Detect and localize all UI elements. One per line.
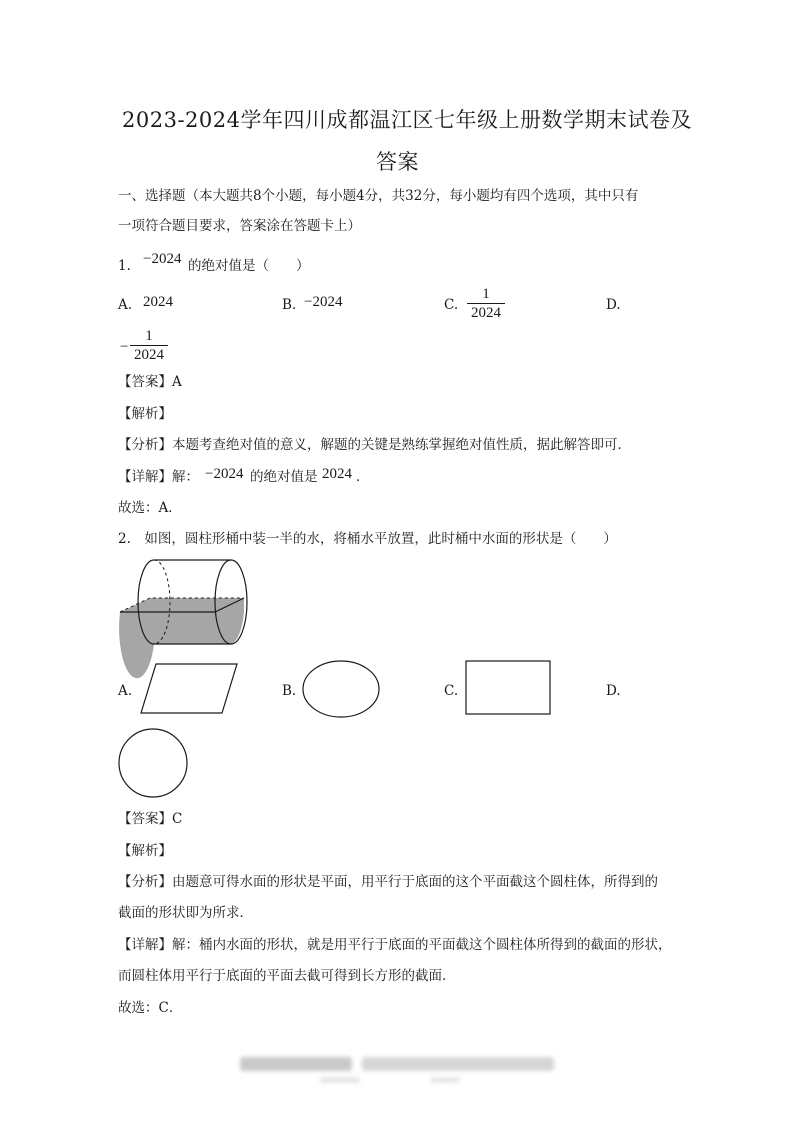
q1-option-d-numerator: 1 [145,328,153,344]
q2-analysis-line1: 【分析】由题意可得水面的形状是平面，用平行于底面的这个平面截这个圆柱体，所得到的 [118,874,658,890]
q2-question-text: 2. 如图，圆柱形桶中装一半的水，将桶水平放置，此时桶中水面的形状是（ ） [118,531,617,547]
q1-question-text: 的绝对值是（ ） [188,258,310,274]
q2-detail-line1: 【详解】解：桶内水面的形状，就是用平行于底面的平面截这个圆柱体所得到的截面的形状， [118,937,672,953]
q2-option-b-label: B. [282,683,297,699]
q1-option-a-value: 2024 [143,294,173,310]
ellipse-shape [302,660,382,720]
q2-analysis-heading: 【解析】 [118,843,172,859]
q1-detail-middle: 的绝对值是 [250,469,318,485]
circle-shape [118,728,190,800]
q2-option-c-label: C. [444,683,459,699]
q2-detail-line2: 而圆柱体用平行于底面的平面去截可得到长方形的截面． [118,968,456,984]
q1-detail-prefix: 【详解】解： [118,469,199,485]
q1-option-b-value: −2024 [304,294,343,310]
q1-detail-result: 2024 [322,466,352,482]
q1-option-d-denominator: 2024 [134,347,164,363]
section-header-line1: 一、选择题（本大题共8个小题，每小题4分，共32分，每小题均有四个选项，其中只有 [118,188,639,204]
section-header-line2: 一项符合题目要求，答案涂在答题卡上） [118,218,361,234]
q2-option-d-label: D. [606,683,621,699]
q1-option-d-label: D. [606,297,621,313]
cylinder-figure [114,560,254,660]
q1-option-c-label: C. [444,297,459,313]
q2-answer: 【答案】C [118,811,183,827]
q1-analysis-heading: 【解析】 [118,406,172,422]
q2-choice: 故选：C． [118,1000,183,1016]
document-title-line2: 答案 [376,150,419,174]
q1-option-d-sign: − [120,339,129,355]
parallelogram-shape [140,663,240,715]
q1-choice: 故选：A． [118,500,182,516]
q1-option-c-fraction [467,285,505,322]
q1-answer: 【答案】A [118,374,182,390]
q2-analysis-line2: 截面的形状即为所求． [118,905,253,921]
q1-option-c-denominator: 2024 [471,305,501,321]
q1-analysis: 【分析】本题考查绝对值的意义，解题的关键是熟练掌握绝对值性质，据此解答即可． [118,437,631,453]
q2-option-a-label: A. [118,683,133,699]
q1-option-c-numerator: 1 [482,286,490,302]
q1-detail-expression: −2024 [205,466,244,482]
q1-number: 1. [118,258,131,274]
document-title-line1: 2023-2024学年四川成都温江区七年级上册数学期末试卷及 [122,108,692,132]
q1-option-d-fraction [130,327,168,364]
q1-expression: −2024 [143,251,182,267]
q1-option-a-label: A. [118,297,133,313]
q1-option-b-label: B. [282,297,297,313]
rectangle-shape [465,660,553,716]
q1-detail-end: ． [356,469,370,485]
